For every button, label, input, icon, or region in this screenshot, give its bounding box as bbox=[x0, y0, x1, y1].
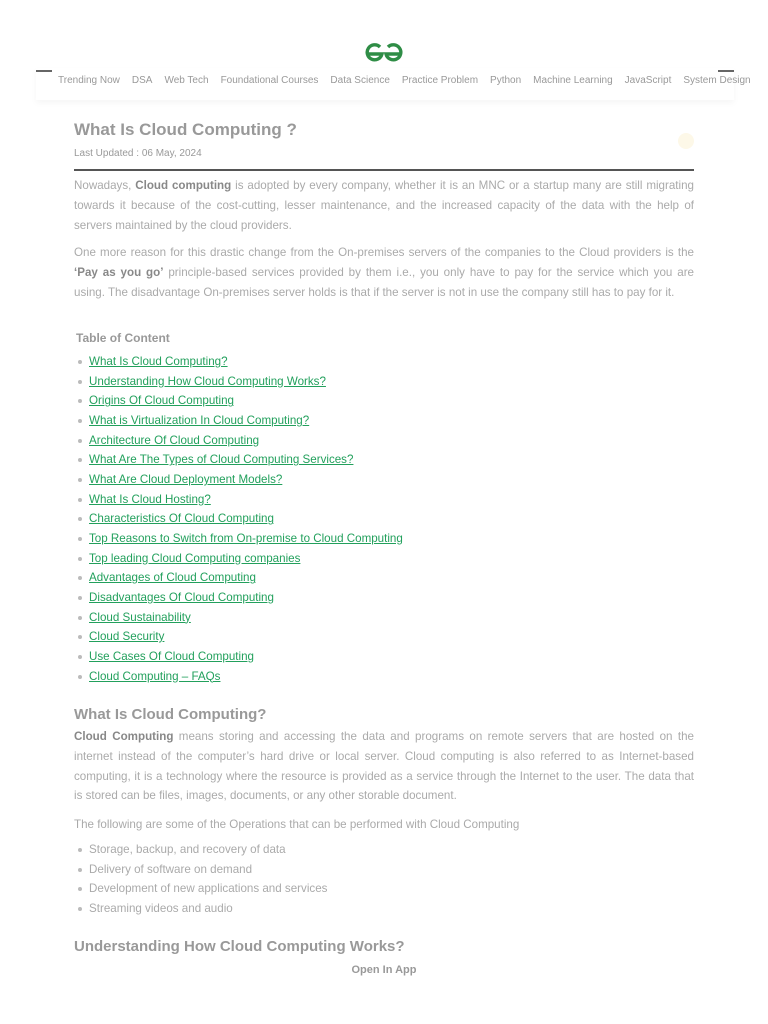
toc-item bbox=[74, 352, 403, 372]
toc-item bbox=[74, 411, 403, 431]
gfg-logo[interactable] bbox=[364, 42, 404, 64]
toc-link[interactable]: Origins Of Cloud Computing bbox=[89, 394, 234, 408]
toc-item bbox=[74, 470, 403, 490]
toc-link[interactable]: What Are The Types of Cloud Computing Services? bbox=[89, 453, 354, 467]
toc-link[interactable]: Cloud Sustainability bbox=[89, 610, 191, 624]
nav-item[interactable]: System Design bbox=[683, 75, 751, 86]
operations-list bbox=[74, 840, 327, 919]
toc-link[interactable]: Top Reasons to Switch from On-premise to Cloud Computing bbox=[89, 531, 403, 545]
toc-link[interactable]: Disadvantages Of Cloud Computing bbox=[89, 590, 274, 604]
table-of-contents bbox=[74, 352, 403, 686]
toc-item bbox=[74, 568, 403, 588]
nav-item[interactable]: Machine Learning bbox=[533, 75, 613, 86]
section-paragraph: Cloud Computing means storing and accessing the data and programs on remote servers that are hosted on the internet instead of the computer’s hard drive or local server. Cloud computing is also referred to as Internet-based computing, it is a technology where the resource is provided as a service through the Internet to the user. The data that is stored can be files, images, documents, or any other storable document. bbox=[74, 730, 694, 803]
top-nav bbox=[36, 68, 751, 100]
nav-item[interactable]: Practice Problem bbox=[401, 75, 479, 86]
nav-item[interactable]: JavaScript bbox=[624, 75, 672, 86]
toc-link[interactable]: Cloud Computing – FAQs bbox=[89, 669, 221, 683]
toc-link[interactable]: What Is Cloud Hosting? bbox=[89, 492, 211, 506]
operations-intro: The following are some of the Operations that can be performed with Cloud Computing bbox=[74, 818, 520, 831]
list-item: Storage, backup, and recovery of data bbox=[74, 840, 327, 860]
nav-item[interactable]: Web Tech bbox=[164, 75, 209, 86]
section-heading: What Is Cloud Computing? bbox=[74, 706, 267, 723]
nav-item[interactable]: Python bbox=[490, 75, 522, 86]
toc-heading: Table of Content bbox=[76, 331, 170, 345]
nav-item[interactable]: Data Science bbox=[330, 75, 390, 86]
toc-item bbox=[74, 647, 403, 667]
toc-item bbox=[74, 549, 403, 569]
toc-link[interactable]: Cloud Security bbox=[89, 630, 165, 644]
toc-link[interactable]: What Are Cloud Deployment Models? bbox=[89, 472, 283, 486]
toc-item bbox=[74, 667, 403, 687]
nav-item[interactable]: Trending Now bbox=[58, 75, 120, 86]
toc-item bbox=[74, 490, 403, 510]
toc-item bbox=[74, 529, 403, 549]
nav-items bbox=[58, 75, 751, 86]
list-item: Delivery of software on demand bbox=[74, 860, 327, 880]
nav-item[interactable]: DSA bbox=[131, 75, 153, 86]
toc-item bbox=[74, 588, 403, 608]
toc-link[interactable]: Advantages of Cloud Computing bbox=[89, 571, 256, 585]
page-title: What Is Cloud Computing ? bbox=[74, 120, 297, 139]
open-in-app-button[interactable]: Open In App bbox=[351, 964, 417, 976]
list-item: Streaming videos and audio bbox=[74, 899, 327, 919]
toc-item bbox=[74, 431, 403, 451]
toc-link[interactable]: What is Virtualization In Cloud Computing? bbox=[89, 413, 310, 427]
divider bbox=[74, 169, 694, 171]
toc-item bbox=[74, 372, 403, 392]
toc-link[interactable]: What Is Cloud Computing? bbox=[89, 355, 228, 368]
toc-link[interactable]: Top leading Cloud Computing companies bbox=[89, 551, 301, 565]
toc-link[interactable]: Use Cases Of Cloud Computing bbox=[89, 649, 254, 663]
bookmark-icon[interactable] bbox=[678, 133, 694, 149]
toc-link[interactable]: Characteristics Of Cloud Computing bbox=[89, 512, 274, 526]
last-updated: Last Updated : 06 May, 2024 bbox=[74, 148, 202, 159]
toc-item bbox=[74, 509, 403, 529]
nav-item[interactable]: Foundational Courses bbox=[220, 75, 319, 86]
intro-paragraph-2: One more reason for this drastic change from the On-premises servers of the companies to the Cloud providers is the ‘Pay as you go’ principle-based services provided by them i.e., you only have to pay for the service which you are using. The disadvantage On-premises server holds is that if the server is not in use the company still has to pay for it. bbox=[74, 246, 695, 299]
toc-item bbox=[74, 627, 403, 647]
toc-item bbox=[74, 608, 403, 628]
toc-link[interactable]: Understanding How Cloud Computing Works? bbox=[89, 374, 326, 388]
toc-link[interactable]: Architecture Of Cloud Computing bbox=[89, 433, 260, 447]
toc-item bbox=[74, 450, 403, 470]
list-item: Development of new applications and services bbox=[74, 879, 327, 899]
intro-paragraph-1: Nowadays, Cloud computing is adopted by every company, whether it is an MNC or a startup many are still migrating towards it because of the cost-cutting, lesser maintenance, and the increased capacity of the data with the help of servers maintained by the cloud providers. bbox=[74, 179, 695, 232]
section-heading-2: Understanding How Cloud Computing Works? bbox=[74, 938, 405, 955]
toc-item bbox=[74, 391, 403, 411]
